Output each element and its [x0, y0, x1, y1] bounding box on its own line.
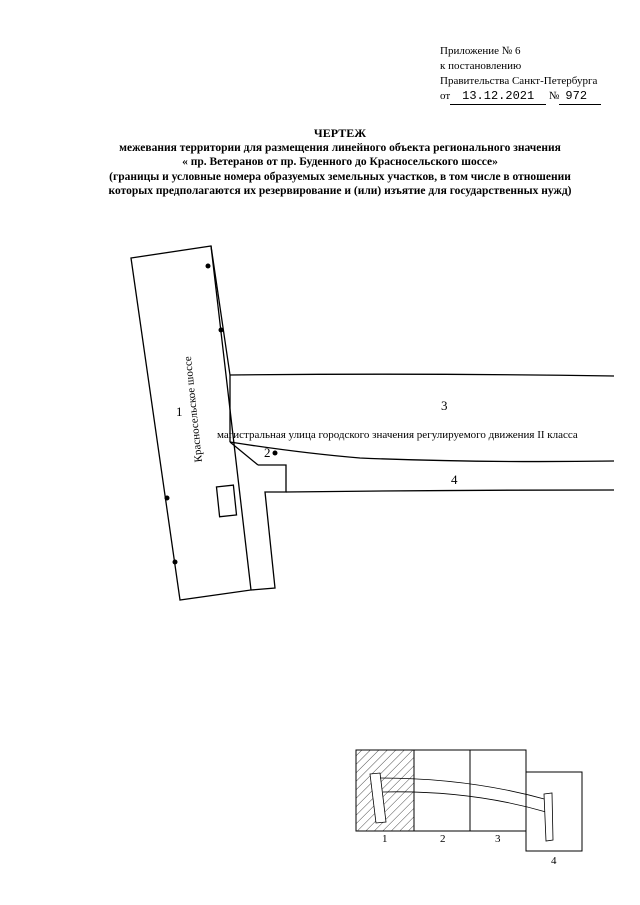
parcel-2-boundary — [211, 246, 286, 590]
appendix-line-1: Приложение № 6 — [440, 45, 521, 57]
parcel-label-4: 4 — [451, 472, 458, 487]
title-line-1: межевания территории для размещения линейного объекта регионального значения — [119, 141, 561, 154]
number-prefix: № — [548, 90, 560, 102]
title-heading: ЧЕРТЕЖ — [313, 126, 367, 140]
index-sheet-2 — [414, 750, 470, 831]
parcel-label-3: 3 — [441, 398, 448, 413]
title-line-4: которых предполагаются их резервирование и (или) изъятие для государственных нужд) — [108, 185, 572, 197]
index-map — [356, 750, 582, 867]
index-sheet-3 — [470, 750, 526, 831]
parcel-label-1: 1 — [176, 404, 183, 419]
boundary-point — [173, 560, 178, 565]
index-label-2: 2 — [440, 833, 446, 845]
road-label-main-street: магистральная улица городского значения регулируемого движения II класса — [217, 429, 578, 441]
parcel-3-boundary — [230, 374, 614, 461]
index-sheet-4 — [526, 772, 582, 851]
appendix-line-3: Правительства Санкт-Петербурга — [440, 75, 598, 87]
number-value: 972 — [559, 89, 601, 105]
title-line-3: (границы и условные номера образуемых земельных участков, в том числе в отношении — [109, 170, 571, 183]
index-label-4: 4 — [551, 855, 557, 867]
small-structure — [216, 485, 236, 517]
date-prefix: от — [440, 90, 451, 102]
road-label-krasnoselskoe: Красносельское шоссе — [181, 355, 205, 463]
title-line-2: « пр. Ветеранов от пр. Буденного до Красносельского шоссе» — [182, 156, 498, 168]
date-value: 13.12.2021 — [450, 89, 546, 105]
index-label-3: 3 — [495, 833, 501, 845]
boundary-point — [219, 328, 224, 333]
boundary-point — [273, 451, 278, 456]
appendix-line-2: к постановлению — [440, 60, 522, 72]
parcel-label-2: 2 — [264, 445, 271, 460]
boundary-point — [206, 264, 211, 269]
parcel-4-boundary — [286, 490, 614, 492]
boundary-point — [165, 496, 170, 501]
index-label-1: 1 — [382, 833, 388, 845]
